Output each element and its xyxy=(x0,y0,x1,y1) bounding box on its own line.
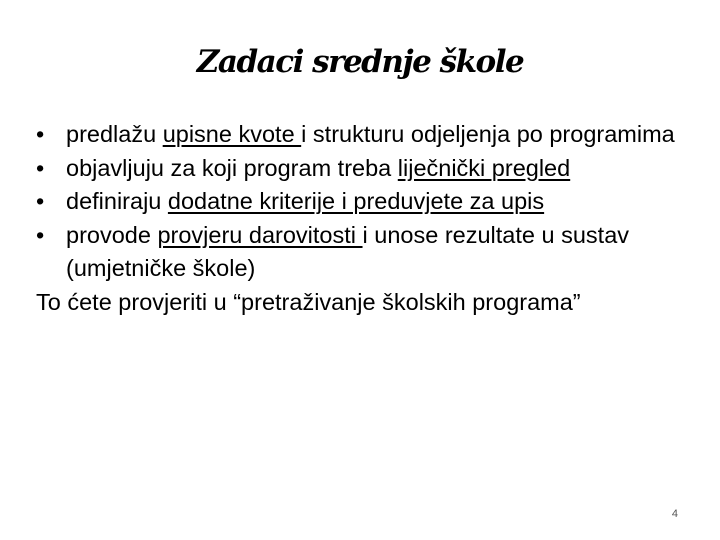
underlined-term: liječnički pregled xyxy=(397,154,571,181)
bullet-icon: • xyxy=(36,221,45,248)
slide-body xyxy=(36,118,696,319)
item-text: i unose rezultate u sustav (umjetničke škole) xyxy=(66,221,630,281)
slide-title: Zadaci srednje škole xyxy=(196,44,524,80)
item-text: definiraju xyxy=(66,188,168,214)
bullet-item-4 xyxy=(36,219,696,286)
bullet-icon: • xyxy=(36,188,45,214)
item-text: predlažu xyxy=(66,121,163,147)
bullet-item-1 xyxy=(36,118,696,152)
item-text: i strukturu odjeljenja po programima xyxy=(301,121,675,147)
bullet-icon: • xyxy=(36,154,45,181)
item-text: objavljuju za koji program treba xyxy=(66,154,398,181)
underlined-term: provjeru darovitosti xyxy=(157,221,363,248)
page-number: 4 xyxy=(671,508,678,520)
bullet-icon: • xyxy=(36,121,45,147)
underlined-term: upisne kvote xyxy=(162,121,302,147)
item-text: provode xyxy=(66,221,158,248)
bullet-item-3 xyxy=(36,185,696,219)
bullet-item-2 xyxy=(36,152,696,186)
underlined-term: dodatne kriterije i preduvjete za upis xyxy=(167,188,545,214)
note-text: To ćete provjeriti u “pretraživanje školskih programa” xyxy=(36,288,581,315)
